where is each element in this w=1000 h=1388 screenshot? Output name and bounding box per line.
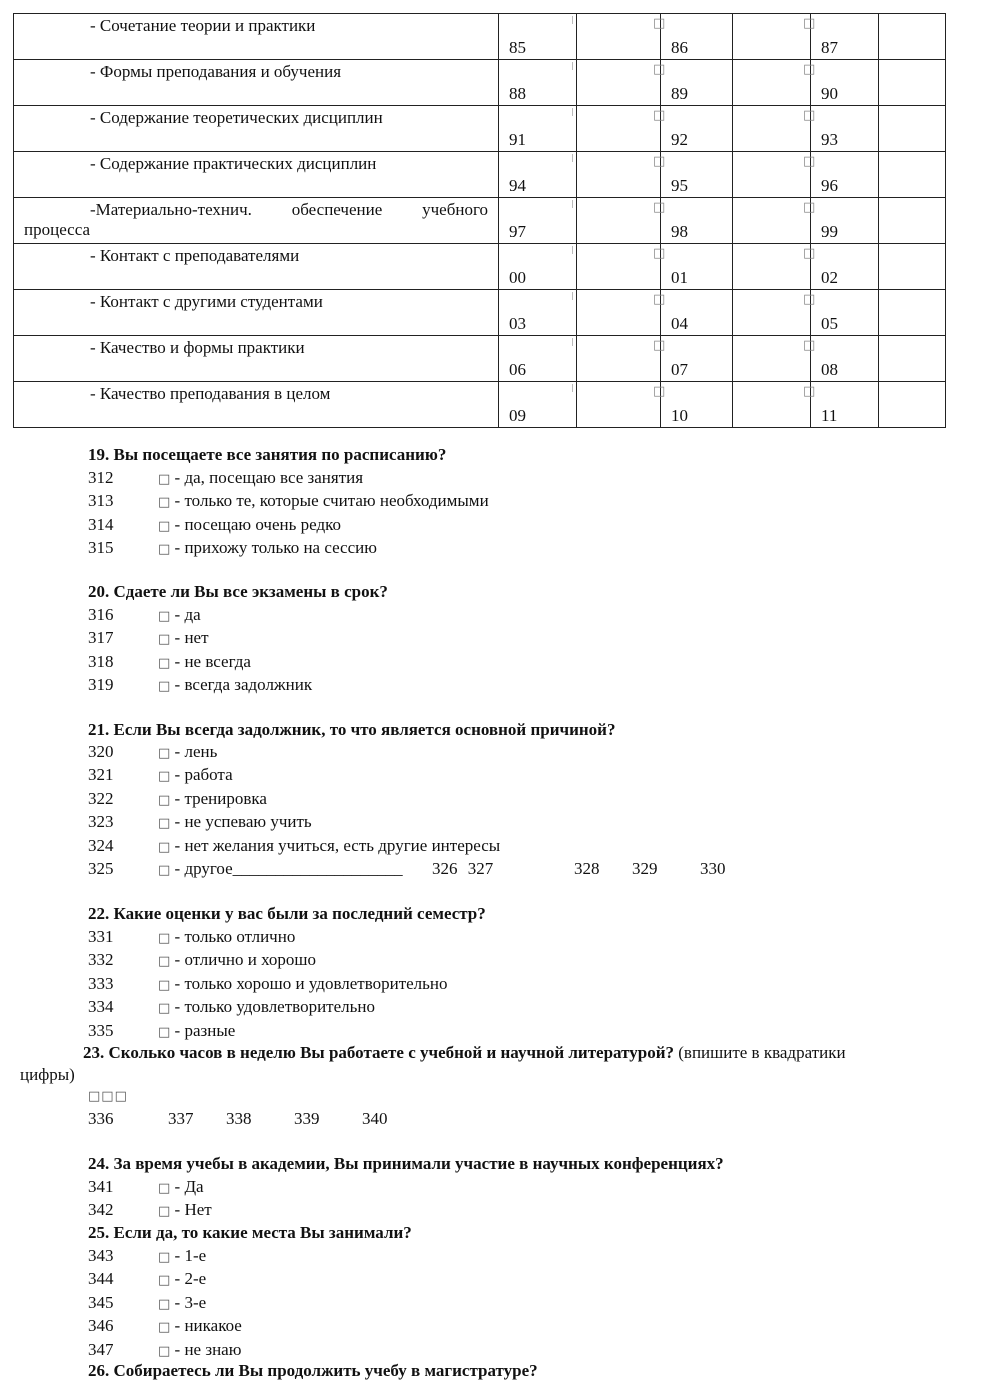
answer-code: 322 bbox=[88, 788, 114, 808]
code-cell bbox=[653, 152, 733, 198]
rating-table bbox=[13, 13, 946, 428]
answer-box-cell[interactable] bbox=[733, 290, 811, 336]
checkbox-icon[interactable]: □ bbox=[653, 154, 666, 169]
row-label-cell bbox=[14, 60, 499, 106]
q19-option[interactable] bbox=[88, 467, 363, 491]
option-text: - нет желания учиться, есть другие интересы bbox=[174, 835, 501, 855]
code-cell bbox=[803, 60, 879, 106]
tick-mark bbox=[572, 246, 573, 254]
code-cell bbox=[499, 336, 577, 382]
checkbox-icon[interactable]: □ bbox=[158, 609, 171, 624]
code-cell bbox=[653, 60, 733, 106]
q21-option[interactable] bbox=[88, 764, 233, 788]
answer-code: 96 bbox=[821, 176, 838, 195]
option-text: - нет bbox=[174, 628, 209, 648]
checkbox-icon[interactable]: □ bbox=[158, 816, 171, 832]
answer-code: 313 bbox=[88, 491, 114, 511]
table-row bbox=[14, 382, 946, 428]
checkbox-icon[interactable]: □ bbox=[158, 679, 171, 695]
checkbox-icon[interactable]: □ bbox=[158, 1001, 171, 1017]
checkbox-icon[interactable]: □ bbox=[803, 16, 816, 31]
answer-box-cell[interactable] bbox=[879, 244, 946, 290]
code-cell bbox=[803, 152, 879, 198]
answer-code: 318 bbox=[88, 651, 114, 671]
q19-option[interactable] bbox=[88, 537, 377, 561]
row-label-cell bbox=[14, 152, 499, 198]
checkbox-icon[interactable]: □ bbox=[653, 200, 666, 215]
code-cell bbox=[653, 336, 733, 382]
row-label: - Контакт с другими студентами bbox=[90, 292, 323, 311]
answer-code: 320 bbox=[88, 742, 114, 761]
checkbox-icon[interactable]: □ bbox=[803, 108, 816, 123]
q25-option[interactable] bbox=[88, 1339, 241, 1363]
option-text: - лень bbox=[174, 742, 218, 761]
answer-box-cell[interactable] bbox=[577, 14, 661, 60]
answer-code: 333 bbox=[88, 973, 114, 993]
answer-code: 346 bbox=[88, 1316, 114, 1336]
answer-code: 317 bbox=[88, 628, 114, 648]
q25-option[interactable] bbox=[88, 1292, 206, 1316]
code-337: 337 bbox=[168, 1109, 194, 1128]
option-text: - Да bbox=[174, 1177, 204, 1196]
q21-option[interactable] bbox=[88, 741, 217, 765]
answer-code: 01 bbox=[671, 268, 688, 287]
code-cell bbox=[499, 382, 577, 428]
answer-code: 10 bbox=[671, 406, 688, 425]
answer-code: 07 bbox=[671, 360, 688, 379]
answer-box-cell[interactable] bbox=[879, 14, 946, 60]
answer-box-cell[interactable] bbox=[577, 382, 661, 428]
checkbox-icon[interactable]: □ bbox=[158, 1250, 171, 1265]
answer-code: 315 bbox=[88, 538, 114, 558]
code-cell bbox=[499, 290, 577, 336]
row-label-cell bbox=[14, 290, 499, 336]
row-label: - Содержание теоретических дисциплин bbox=[90, 108, 383, 127]
option-text: - отлично и хорошо bbox=[174, 950, 317, 970]
option-text: - посещаю очень редко bbox=[174, 514, 341, 534]
table-row bbox=[14, 244, 946, 290]
code-336: 336 bbox=[88, 1109, 114, 1128]
answer-box-cell[interactable] bbox=[577, 60, 661, 106]
q22-option[interactable] bbox=[88, 973, 448, 997]
code-cell bbox=[653, 244, 733, 290]
tick-mark bbox=[572, 62, 573, 70]
option-text: - не успеваю учить bbox=[174, 812, 312, 832]
answer-code: 332 bbox=[88, 950, 114, 970]
answer-box-cell[interactable] bbox=[577, 152, 661, 198]
code-cell bbox=[803, 106, 879, 152]
checkbox-icon[interactable]: □ bbox=[803, 292, 816, 307]
tick-mark bbox=[572, 108, 573, 116]
checkbox-icon[interactable]: □ bbox=[158, 655, 171, 671]
option-text: - не знаю bbox=[174, 1339, 242, 1359]
option-text: - тренировка bbox=[174, 788, 267, 808]
checkbox-icon[interactable]: □ bbox=[803, 62, 816, 77]
answer-code: 90 bbox=[821, 84, 838, 103]
table-row bbox=[14, 336, 946, 382]
q20-option[interactable] bbox=[88, 674, 312, 698]
question-23-title-line bbox=[83, 1042, 846, 1064]
code-326: 326 bbox=[432, 859, 458, 878]
checkbox-icon[interactable]: □ bbox=[158, 1181, 171, 1196]
answer-box-cell[interactable] bbox=[577, 106, 661, 152]
checkbox-icon[interactable]: □ bbox=[158, 863, 171, 878]
option-text: - только отлично bbox=[174, 927, 296, 946]
code-327: 327 bbox=[467, 859, 494, 878]
answer-code: 95 bbox=[671, 176, 688, 195]
q24-option[interactable] bbox=[88, 1176, 204, 1200]
code-cell bbox=[499, 106, 577, 152]
answer-box-cell[interactable] bbox=[733, 60, 811, 106]
row-label: - Контакт с преподавателями bbox=[90, 246, 300, 265]
option-text: - только хорошо и удовлетворительно bbox=[174, 973, 448, 993]
code-cell bbox=[499, 198, 577, 244]
option-text: - всегда задолжник bbox=[174, 675, 313, 695]
answer-code: 11 bbox=[821, 406, 838, 425]
answer-code: 04 bbox=[671, 314, 688, 333]
tick-mark bbox=[572, 338, 573, 346]
question-19-title: 19. Вы посещаете все занятия по расписанию? bbox=[88, 445, 447, 464]
answer-box-cell[interactable] bbox=[733, 14, 811, 60]
q21-option[interactable] bbox=[88, 858, 403, 882]
checkbox-icon[interactable]: □ bbox=[653, 384, 666, 399]
answer-box-cell[interactable] bbox=[733, 382, 811, 428]
row-label-cell bbox=[14, 106, 499, 152]
answer-code: 99 bbox=[821, 222, 838, 241]
answer-box-cell[interactable] bbox=[577, 336, 661, 382]
row-label: - Сочетание теории и практики bbox=[90, 16, 316, 35]
checkbox-icon[interactable]: □ bbox=[158, 977, 171, 993]
answer-code: 94 bbox=[509, 176, 526, 195]
row-label-cell bbox=[14, 336, 499, 382]
row-label-cell bbox=[14, 198, 499, 244]
checkbox-icon[interactable]: □ bbox=[158, 1024, 171, 1040]
option-text: - работа bbox=[174, 765, 233, 785]
answer-code: 347 bbox=[88, 1339, 114, 1359]
tick-mark bbox=[572, 292, 573, 300]
row-label-cell bbox=[14, 382, 499, 428]
answer-code: 98 bbox=[671, 222, 688, 241]
checkbox-icon[interactable]: □ bbox=[158, 1296, 171, 1312]
code-cell bbox=[803, 244, 879, 290]
table-row bbox=[14, 290, 946, 336]
answer-code: 86 bbox=[671, 38, 688, 57]
answer-box-cell[interactable] bbox=[879, 198, 946, 244]
code-cell bbox=[499, 244, 577, 290]
tick-mark bbox=[572, 16, 573, 24]
code-cell bbox=[499, 152, 577, 198]
question-26-title: 26. Собираетесь ли Вы продолжить учебу в магистратуре? bbox=[88, 1361, 538, 1380]
answer-box-cell[interactable] bbox=[879, 290, 946, 336]
answer-code: 325 bbox=[88, 859, 114, 878]
answer-code: 05 bbox=[821, 314, 838, 333]
table-row bbox=[14, 152, 946, 198]
answer-code: 89 bbox=[671, 84, 688, 103]
code-cell bbox=[803, 336, 879, 382]
answer-box-cell[interactable] bbox=[733, 198, 811, 244]
q22-option[interactable] bbox=[88, 949, 316, 973]
tick-mark bbox=[572, 200, 573, 208]
answer-box-cell[interactable] bbox=[577, 198, 661, 244]
answer-box-cell[interactable] bbox=[879, 60, 946, 106]
table-row bbox=[14, 14, 946, 60]
option-text: - 2-е bbox=[174, 1269, 207, 1289]
question-20-title: 20. Сдаете ли Вы все экзамены в срок? bbox=[88, 582, 388, 601]
checkbox-icon[interactable]: □ bbox=[158, 1273, 171, 1289]
row-label: - Качество преподавания в целом bbox=[90, 384, 331, 403]
answer-code: 324 bbox=[88, 835, 114, 855]
answer-box-cell[interactable] bbox=[733, 244, 811, 290]
answer-box-cell[interactable] bbox=[879, 336, 946, 382]
checkbox-icon[interactable]: □ bbox=[158, 931, 171, 946]
answer-code: 87 bbox=[821, 38, 838, 57]
answer-code: 344 bbox=[88, 1269, 114, 1289]
checkbox-icon[interactable]: □ bbox=[653, 62, 666, 77]
code-cell bbox=[653, 198, 733, 244]
option-text: - другое____________________ bbox=[174, 859, 403, 878]
code-cell bbox=[803, 198, 879, 244]
code-cell bbox=[499, 60, 577, 106]
answer-code: 91 bbox=[509, 130, 526, 149]
code-329: 329 bbox=[632, 859, 658, 878]
q22-option[interactable] bbox=[88, 926, 295, 950]
answer-box-cell[interactable] bbox=[879, 382, 946, 428]
checkbox-icon[interactable]: □ bbox=[653, 338, 666, 353]
checkbox-icon[interactable]: □ bbox=[803, 246, 816, 261]
answer-box-cell[interactable] bbox=[733, 336, 811, 382]
checkbox-icon[interactable]: □ bbox=[158, 542, 171, 558]
checkbox-icon[interactable]: □ bbox=[803, 154, 816, 169]
q25-option[interactable] bbox=[88, 1268, 206, 1292]
checkbox-icon[interactable]: □ bbox=[653, 16, 666, 31]
answer-code: 92 bbox=[671, 130, 688, 149]
checkbox-icon[interactable]: □ bbox=[803, 338, 816, 353]
row-label: -Материально-технич. обеспечение учебного процесса bbox=[24, 200, 488, 239]
checkbox-icon[interactable]: □ bbox=[653, 246, 666, 261]
answer-code: 321 bbox=[88, 765, 114, 785]
question-24-title: 24. За время учебы в академии, Вы принимали участие в научных конференциях? bbox=[88, 1154, 724, 1173]
option-text: - только удовлетворительно bbox=[174, 997, 375, 1017]
answer-box-cell[interactable] bbox=[577, 244, 661, 290]
answer-box-cell[interactable] bbox=[577, 290, 661, 336]
checkbox-icon[interactable]: □ bbox=[158, 954, 171, 970]
row-label: - Качество и формы практики bbox=[90, 338, 305, 357]
table-row bbox=[14, 60, 946, 106]
question-23-input-boxes[interactable]: □□□ bbox=[88, 1089, 128, 1104]
code-cell bbox=[803, 290, 879, 336]
code-cell bbox=[653, 290, 733, 336]
answer-code: 03 bbox=[509, 314, 526, 333]
checkbox-icon[interactable]: □ bbox=[158, 792, 171, 808]
q20-option[interactable] bbox=[88, 651, 251, 675]
q21-option[interactable] bbox=[88, 835, 500, 859]
option-text: - Нет bbox=[174, 1200, 212, 1220]
question-23-note-continued: цифры) bbox=[20, 1065, 75, 1084]
row-label: - Содержание практических дисциплин bbox=[90, 154, 377, 173]
checkbox-icon[interactable]: □ bbox=[158, 769, 171, 785]
answer-code: 88 bbox=[509, 84, 526, 103]
option-text: - никакое bbox=[174, 1316, 242, 1336]
answer-code: 93 bbox=[821, 130, 838, 149]
code-cell bbox=[653, 14, 733, 60]
answer-code: 312 bbox=[88, 468, 114, 487]
answer-code: 85 bbox=[509, 38, 526, 57]
checkbox-icon[interactable]: □ bbox=[158, 839, 171, 855]
answer-code: 334 bbox=[88, 997, 114, 1017]
row-label: - Формы преподавания и обучения bbox=[90, 62, 342, 81]
code-340: 340 bbox=[362, 1109, 388, 1128]
code-cell bbox=[803, 382, 879, 428]
checkbox-icon[interactable]: □ bbox=[158, 1204, 171, 1220]
checkbox-icon[interactable]: □ bbox=[158, 746, 171, 761]
code-cell bbox=[653, 106, 733, 152]
code-338: 338 bbox=[226, 1109, 252, 1128]
option-text: - 1-е bbox=[174, 1246, 207, 1265]
tick-mark bbox=[572, 154, 573, 162]
q22-option[interactable] bbox=[88, 1020, 235, 1044]
option-text: - только те, которые считаю необходимыми bbox=[174, 491, 489, 511]
question-21-title: 21. Если Вы всегда задолжник, то что является основной причиной? bbox=[88, 720, 616, 739]
answer-box-cell[interactable] bbox=[733, 152, 811, 198]
row-label-cell bbox=[14, 14, 499, 60]
checkbox-icon[interactable]: □ bbox=[158, 518, 171, 534]
answer-code: 345 bbox=[88, 1292, 114, 1312]
tick-mark bbox=[572, 384, 573, 392]
q25-option[interactable] bbox=[88, 1315, 242, 1339]
answer-code: 06 bbox=[509, 360, 526, 379]
answer-code: 09 bbox=[509, 406, 526, 425]
option-text: - не всегда bbox=[174, 651, 251, 671]
answer-code: 319 bbox=[88, 675, 114, 695]
q21-option[interactable] bbox=[88, 811, 312, 835]
option-text: - прихожу только на сессию bbox=[174, 538, 377, 558]
code-330: 330 bbox=[700, 859, 726, 878]
q25-option[interactable] bbox=[88, 1245, 206, 1269]
question-21-extra-codes bbox=[432, 858, 493, 880]
answer-code: 335 bbox=[88, 1020, 114, 1040]
answer-box-cell[interactable] bbox=[879, 152, 946, 198]
question-23-note: (впишите в квадратики bbox=[678, 1043, 846, 1062]
checkbox-icon[interactable]: □ bbox=[158, 1343, 171, 1359]
q20-option[interactable] bbox=[88, 627, 209, 651]
answer-box-cell[interactable] bbox=[733, 106, 811, 152]
code-cell bbox=[803, 14, 879, 60]
question-25-title: 25. Если да, то какие места Вы занимали? bbox=[88, 1223, 412, 1242]
checkbox-icon[interactable]: □ bbox=[158, 1320, 171, 1336]
q19-option[interactable] bbox=[88, 514, 341, 538]
q22-option[interactable] bbox=[88, 996, 375, 1020]
answer-code: 00 bbox=[509, 268, 526, 287]
answer-code: 323 bbox=[88, 812, 114, 832]
answer-code: 342 bbox=[88, 1200, 114, 1220]
q19-option[interactable] bbox=[88, 490, 489, 514]
q21-option[interactable] bbox=[88, 788, 267, 812]
option-text: - 3-е bbox=[174, 1292, 207, 1312]
answer-code: 08 bbox=[821, 360, 838, 379]
checkbox-icon[interactable]: □ bbox=[653, 108, 666, 123]
option-text: - разные bbox=[174, 1020, 236, 1040]
answer-code: 314 bbox=[88, 514, 114, 534]
row-label-cell bbox=[14, 244, 499, 290]
answer-code: 97 bbox=[509, 222, 526, 241]
code-339: 339 bbox=[294, 1109, 320, 1128]
option-text: - да, посещаю все занятия bbox=[174, 468, 364, 487]
answer-code: 343 bbox=[88, 1246, 114, 1265]
question-23-title: 23. Сколько часов в неделю Вы работаете с учебной и научной литературой? bbox=[83, 1043, 674, 1062]
q20-option[interactable] bbox=[88, 604, 201, 628]
checkbox-icon[interactable]: □ bbox=[803, 384, 816, 399]
answer-code: 331 bbox=[88, 927, 114, 946]
table-row bbox=[14, 106, 946, 152]
code-328: 328 bbox=[574, 859, 600, 878]
question-22-title: 22. Какие оценки у вас были за последний семестр? bbox=[88, 904, 486, 923]
option-text: - да bbox=[174, 605, 201, 624]
q24-option[interactable] bbox=[88, 1199, 212, 1223]
checkbox-icon[interactable]: □ bbox=[158, 495, 171, 511]
answer-code: 341 bbox=[88, 1177, 114, 1196]
checkbox-icon[interactable]: □ bbox=[158, 472, 171, 487]
answer-code: 316 bbox=[88, 605, 114, 624]
checkbox-icon[interactable]: □ bbox=[803, 200, 816, 215]
checkbox-icon[interactable]: □ bbox=[158, 632, 171, 648]
answer-box-cell[interactable] bbox=[879, 106, 946, 152]
code-cell bbox=[499, 14, 577, 60]
answer-code: 02 bbox=[821, 268, 838, 287]
code-cell bbox=[653, 382, 733, 428]
checkbox-icon[interactable]: □ bbox=[653, 292, 666, 307]
table-row bbox=[14, 198, 946, 244]
